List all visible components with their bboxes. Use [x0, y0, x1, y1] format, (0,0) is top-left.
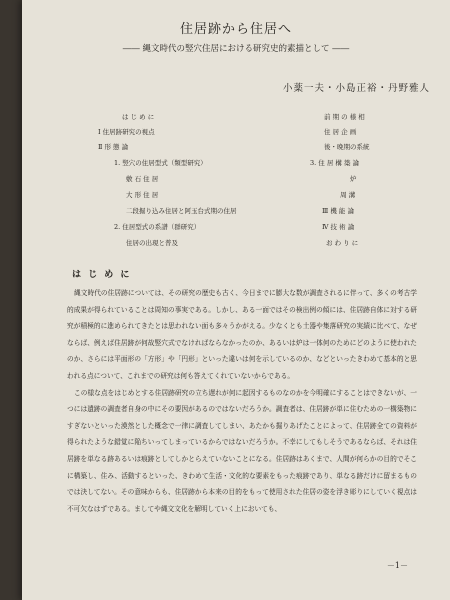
toc-right-entry: 前 期 の 様 相: [324, 113, 365, 121]
toc-row: [22, 206, 450, 218]
toc-row: [22, 127, 450, 139]
toc-left-entry: 住居の出現と普及: [126, 239, 178, 247]
toc-row: [22, 238, 450, 250]
section-heading: は じ め に: [72, 270, 132, 280]
toc-left-entry: Ⅱ 形 態 論: [98, 143, 129, 151]
toc-right-entry: 住 居 企 画: [324, 128, 357, 136]
toc-right-entry: 炉: [350, 175, 357, 183]
toc-left-entry: Ⅰ 住居跡研究の視点: [98, 128, 155, 136]
toc-right-entry: 後・晩期の系統: [324, 143, 370, 151]
toc-row: [22, 174, 450, 186]
toc-left-entry: 二段掘り込み住居と阿玉台式期の住居: [126, 207, 237, 215]
authors: 小薬一夫・小島正裕・丹野雅人: [282, 83, 430, 94]
toc-right-entry: 周 溝: [340, 191, 356, 199]
toc-row: [22, 222, 450, 234]
toc-row: [22, 142, 450, 154]
article-subtitle: ―― 縄文時代の竪穴住居における研究史的素描として ――: [122, 44, 350, 54]
toc-left-entry: 2. 住居型式の系譜（群研究）: [114, 223, 201, 231]
toc-left-entry: 1. 竪穴の住居型式（類型研究）: [114, 159, 207, 167]
toc-right-entry: 3. 住 居 構 築 論: [310, 159, 360, 167]
toc-right-entry: お わ り に: [326, 239, 359, 247]
toc-row: [22, 190, 450, 202]
page-number: －1－: [386, 561, 408, 570]
body-text: [67, 285, 417, 517]
toc-right-entry: Ⅳ 技 術 論: [322, 223, 355, 231]
paragraph: この様な点をはじめとする住居跡研究の立ち遅れが何に起因するものなのかを今明確にすることはできないが、一つには遺跡の調査者自身の中にその要因があるのではないだろうか。調査者は、住居跡が単に住むための一構築物にすぎないといった漠然とした概念で一律に調査してしまい、あたかも掘りあげたことによって、住居跡全ての資料が得られたような錯覚に陥ちいってしまっているからではないだろうか。不幸にしてもしそうであるならば、それは住居跡を単なる跡あるいは痕跡としてしかとらえていないことになる。住居跡はあくまで、人間が何らかの目的でそこに構築し、住み、活動するといった、きわめて生活・文化的な要素をもった痕跡であり、単なる跡だけに留まるものでは決してない。その意味からも、住居跡から本来の目的をもって使用された住居の姿を浮き彫りにしていく視点は不可欠なはずである。ましてや縄文文化を解明していく上においても、: [67, 388, 417, 513]
toc-left-entry: は じ め に: [122, 113, 155, 121]
toc-right-entry: Ⅲ 機 能 論: [322, 207, 354, 215]
toc-left-entry: 敷 石 住 居: [126, 175, 159, 183]
article-title: 住居跡から住居へ: [179, 22, 292, 37]
toc-row: [22, 158, 450, 170]
toc-row: [22, 112, 450, 124]
toc-left-entry: 大 形 住 居: [126, 191, 159, 199]
document-page: [22, 0, 450, 600]
paragraph: 縄文時代の住居跡については、その研究の歴史も古く、今日までに膨大な数が調査されるに伴って、多くの考古学的成果が得られていることは周知の事実である。しかし、ある一面ではその検出例の傾には、住居跡自体に対する研究が積極的に進められてきたとは思われない面も多々うかがえる。少なくとも土器や集落研究の実績に比べて、なぜならば、例えば住居跡が何故竪穴式でなければならなかったのか、あるいは炉は一体何のためにどのように使われたのか、さらには平面形の「方形」や「円形」といった違いは何を示しているのか、などといったきわめて基本的と思われる点について、これまでの研究は何も答えてくれていないからである。: [67, 289, 417, 380]
